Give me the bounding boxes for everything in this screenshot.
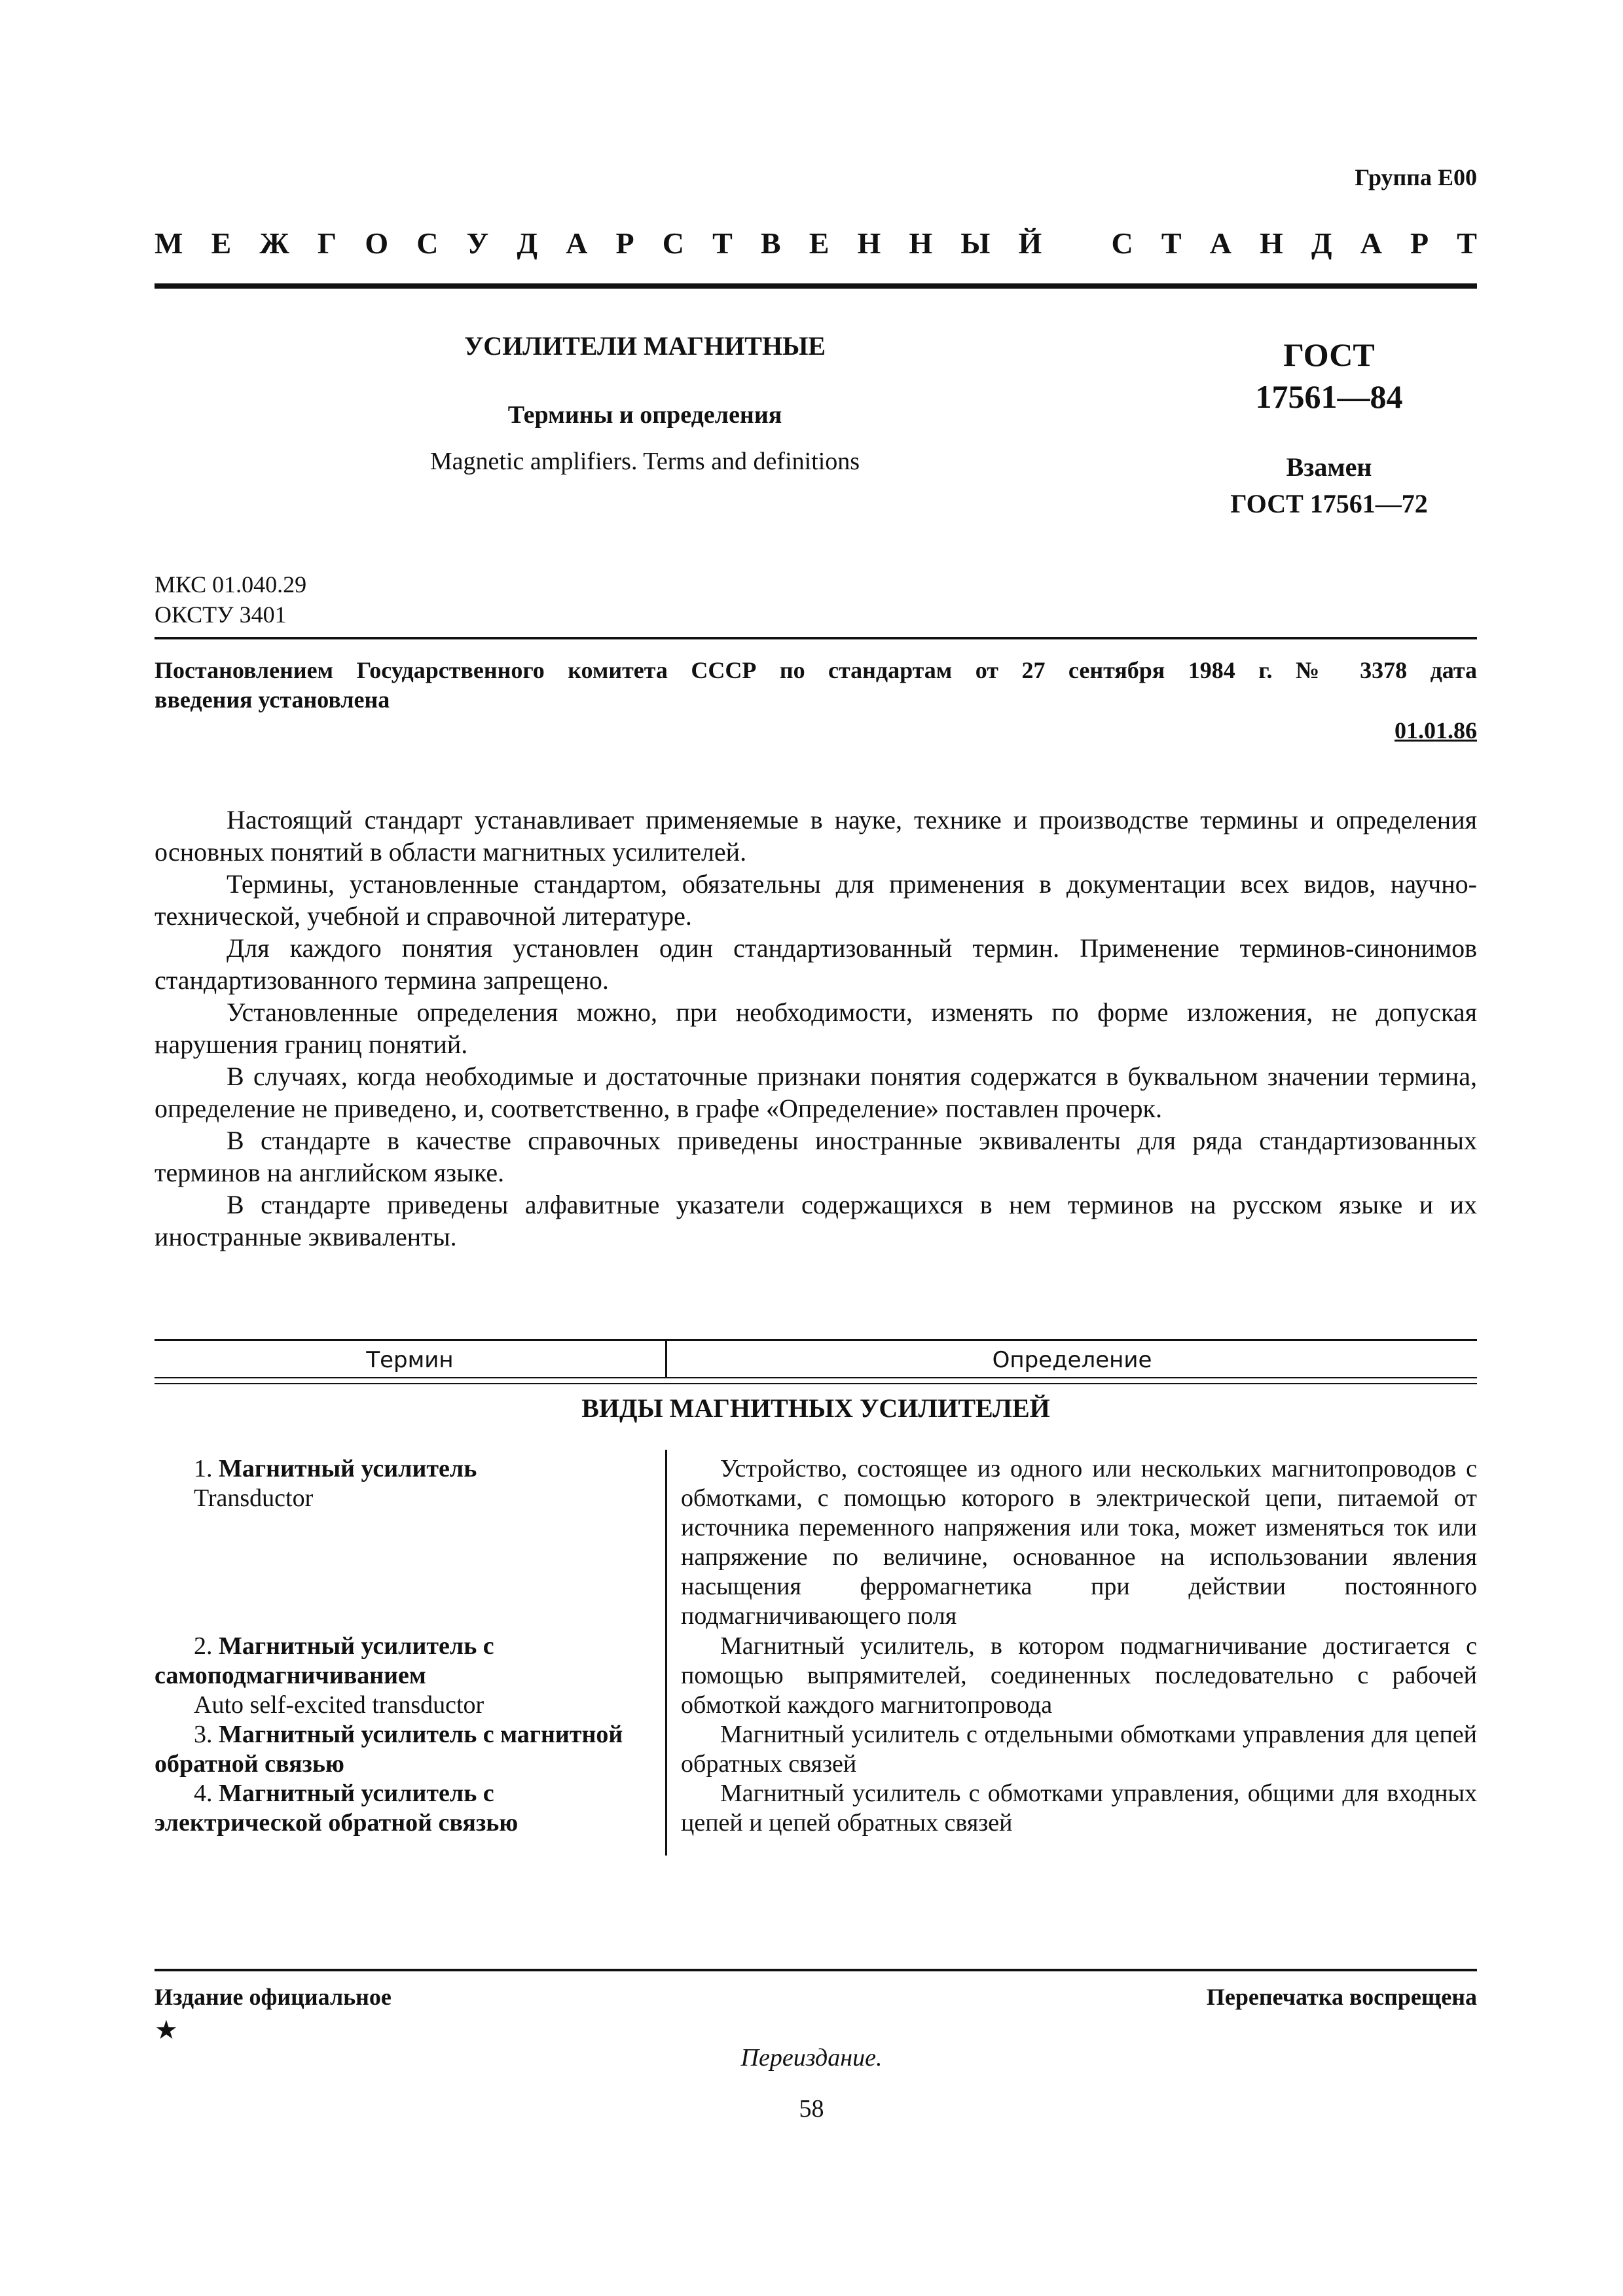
banner-letter: А — [1209, 226, 1231, 260]
term-label: Магнитный усилитель с самоподмагничиванием — [155, 1632, 494, 1689]
banner-letter: Н — [909, 226, 933, 260]
intro-paragraph: Термины, установленные стандартом, обязательны для применения в документации всех видов, научно-технической, учебной и справочной литературе. — [155, 869, 1477, 931]
official-edition: Издание официальное — [155, 1984, 392, 2010]
gost-number: 17561—84 — [1255, 378, 1403, 415]
banner-letter: У — [466, 226, 489, 260]
definition-cell — [681, 1720, 1477, 1779]
banner-letter: М — [155, 226, 183, 260]
definition-text: Магнитный усилитель с отдельными обмотками управления для цепей обратных связей — [681, 1721, 1477, 1778]
term-cell — [155, 1779, 639, 1838]
banner-letter: С — [662, 226, 684, 260]
interstate-standard-banner — [155, 226, 1477, 260]
document-title: УСИЛИТЕЛИ МАГНИТНЫЕ — [464, 331, 826, 361]
term-english: Auto self-excited transductor — [194, 1691, 484, 1719]
term-label: Магнитный усилитель с электрической обратной связью — [155, 1780, 519, 1837]
definition-text: Магнитный усилитель с обмотками управления, общими для входных цепей и цепей обратных связей — [681, 1780, 1477, 1837]
term-label: Магнитный усилитель — [219, 1455, 477, 1482]
group-code: Группа Е00 — [1355, 164, 1477, 190]
banner-letter: В — [760, 226, 781, 260]
intro-paragraph: Установленные определения можно, при необходимости, изменять по форме изложения, не допуская нарушения границ понятий. — [155, 997, 1477, 1059]
banner-letter: Т — [1161, 226, 1182, 260]
intro-paragraph: В стандарте приведены алфавитные указатели содержащихся в нем терминов на русском языке и их иностранные эквиваленты. — [155, 1190, 1477, 1251]
okstu-code: ОКСТУ 3401 — [155, 601, 287, 628]
banner-letter: Й — [1018, 226, 1042, 260]
replaces-number: ГОСТ 17561—72 — [1230, 489, 1428, 518]
banner-letter: Е — [211, 226, 232, 260]
intro-paragraph: Настоящий стандарт устанавливает применяемые в науке, технике и производстве термины и определения основных понятий в области магнитных усилителей. — [155, 805, 1477, 867]
column-header-term: Термин — [366, 1347, 454, 1373]
term-english: Transductor — [194, 1484, 314, 1512]
banner-letter: Ж — [259, 226, 289, 260]
column-header-definition: Определение — [992, 1347, 1152, 1373]
definition-cell — [681, 1632, 1477, 1720]
intro-paragraph: В стандарте в качестве справочных приведены иностранные эквиваленты для ряда стандартизованных терминов на английском языке. — [155, 1126, 1477, 1187]
term-name — [155, 1779, 639, 1838]
classification-codes — [155, 569, 306, 630]
banner-letter: Т — [1457, 226, 1477, 260]
star-icon: ★ — [155, 2015, 178, 2045]
banner-rule — [155, 283, 1477, 289]
mks-code: МКС 01.040.29 — [155, 571, 307, 598]
banner-letter: Ы — [960, 226, 991, 260]
table-header-rule — [155, 1377, 1477, 1378]
decree-line: Постановлением Государственного комитета СССР по стандартам от 27 сентября 1984 г. № 3378 дата — [155, 657, 1477, 683]
banner-letter: Р — [615, 226, 634, 260]
intro-paragraph: Для каждого понятия установлен один стандартизованный термин. Применение терминов-синонимов стандартизованного термина запрещено. — [155, 933, 1477, 995]
codes-rule — [155, 637, 1477, 639]
banner-letter: А — [566, 226, 588, 260]
term-name — [155, 1454, 639, 1484]
term-name — [155, 1720, 639, 1779]
table-top-rule — [155, 1339, 1477, 1341]
term-name — [155, 1632, 639, 1691]
effective-date: 01.01.86 — [1395, 717, 1477, 744]
banner-letter: С — [1111, 226, 1133, 260]
term-cell — [155, 1720, 639, 1779]
banner-letter: Д — [517, 226, 538, 260]
term-label: Магнитный усилитель с магнитной обратной связью — [155, 1721, 623, 1778]
banner-letter: Г — [317, 226, 337, 260]
banner-word-gap — [1070, 226, 1083, 260]
page-number: 58 — [799, 2095, 824, 2123]
term-number: 3. — [194, 1721, 213, 1748]
introduction — [155, 804, 1477, 1253]
banner-letter: Н — [857, 226, 881, 260]
definition-cell — [681, 1779, 1477, 1838]
definition-cell — [681, 1454, 1477, 1631]
intro-paragraph: В случаях, когда необходимые и достаточные признаки понятия содержатся в буквальном значении термина, определение не приведено, и, соответственно, в графе «Определение» поставлен прочерк. — [155, 1062, 1477, 1123]
table-column-divider — [665, 1450, 667, 1856]
gost-label: ГОСТ — [1283, 336, 1375, 373]
gost-designation — [1152, 334, 1506, 418]
definition-text: Магнитный усилитель, в котором подмагничивание достигается с помощью выпрямителей, соединенных последовательно с рабочей обмоткой каждого магнитопровода — [681, 1632, 1477, 1719]
banner-letter: Т — [712, 226, 733, 260]
banner-letter: Е — [809, 226, 830, 260]
replaces-block — [1152, 449, 1506, 522]
term-number: 4. — [194, 1780, 213, 1807]
section-heading: ВИДЫ МАГНИТНЫХ УСИЛИТЕЛЕЙ — [581, 1393, 1050, 1423]
term-number: 2. — [194, 1632, 213, 1660]
replaces-label: Взамен — [1286, 452, 1372, 482]
definition-text: Устройство, состоящее из одного или нескольких магнитопроводов с обмотками, с помощью которого в электрической цепи, питаемой от источника переменного напряжения или тока, может изменяться ток или напряжение по величине, основанное на использовании явления насыщения ферромагнетика при действии постоянного подмагничивающего поля — [681, 1455, 1477, 1630]
document-subtitle: Термины и определения — [507, 401, 782, 429]
banner-letter: А — [1360, 226, 1382, 260]
banner-letter: Н — [1260, 226, 1283, 260]
reprint-notice: Перепечатка воспрещена — [1206, 1984, 1477, 2010]
reissue-note: Переиздание. — [740, 2044, 883, 2072]
decree-line-2: введения установлена — [155, 687, 390, 713]
banner-letter: Р — [1410, 226, 1429, 260]
footer-rule — [155, 1969, 1477, 1971]
term-cell — [155, 1454, 639, 1513]
banner-letter: О — [365, 226, 389, 260]
english-title: Magnetic amplifiers. Terms and definitions — [429, 448, 860, 475]
term-cell — [155, 1632, 639, 1720]
term-number: 1. — [194, 1455, 213, 1482]
table-header-rule-2 — [155, 1383, 1477, 1384]
banner-letter: Д — [1311, 226, 1332, 260]
banner-letter: С — [416, 226, 439, 260]
